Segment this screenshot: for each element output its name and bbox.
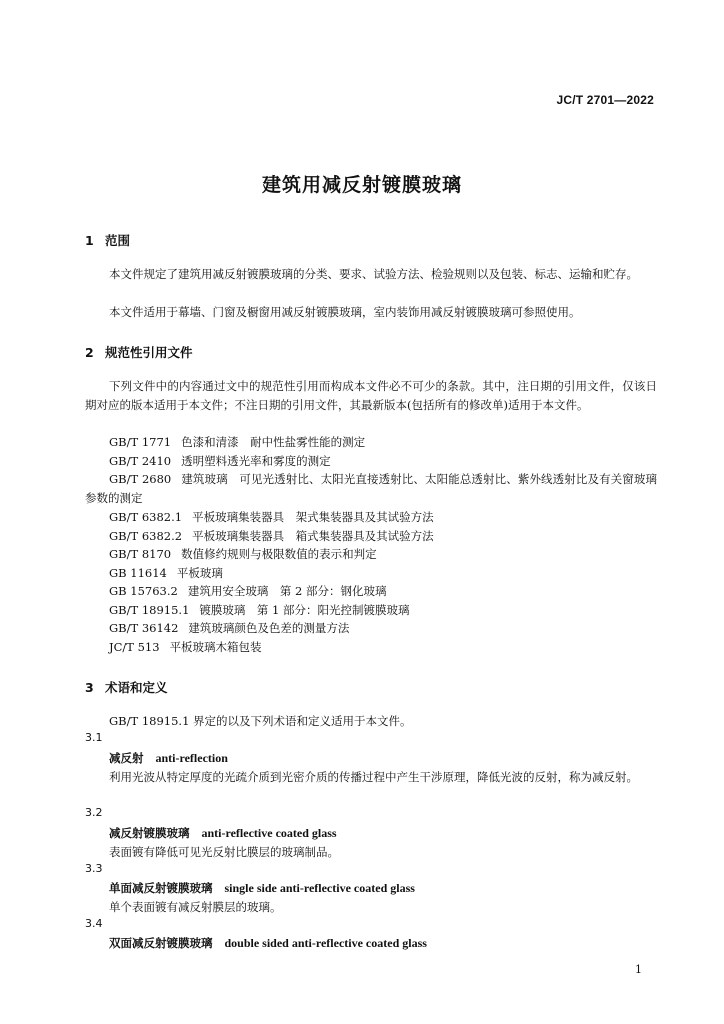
reference-item: [109, 545, 377, 564]
reference-item: [109, 527, 434, 546]
terms-intro: GB/T 18915.1 界定的以及下列术语和定义适用于本文件。: [109, 714, 412, 728]
reference-title: 色漆和清漆 耐中性盐雾性能的测定: [181, 435, 366, 449]
term-zh: 单面减反射镀膜玻璃: [109, 881, 213, 895]
term-en: anti-reflective coated glass: [201, 826, 337, 840]
reference-item: [109, 508, 434, 527]
reference-item: [109, 452, 331, 471]
reference-title: 数值修约规则与极限数值的表示和判定: [181, 547, 377, 561]
clause-number: 3.2: [85, 806, 103, 819]
term-heading: [109, 750, 228, 766]
reference-title: 建筑玻璃 可见光透射比、太阳光直接透射比、太阳能总透射比、紫外线透射比及有关窗玻璃参数的测定: [85, 472, 657, 505]
term-heading: [109, 880, 415, 896]
section-title: 范围: [105, 233, 131, 248]
standard-code: JC/T 2701—2022: [556, 93, 654, 107]
term-en: single side anti-reflective coated glass: [224, 881, 415, 895]
reference-title: 平板玻璃: [176, 566, 223, 580]
reference-title: 建筑用安全玻璃 第 2 部分：钢化玻璃: [187, 584, 387, 598]
section-3-heading: [85, 678, 168, 696]
term-definition: 利用光波从特定厚度的光疏介质到光密介质的传播过程中产生干涉原理，降低光波的反射，称为减反射。: [109, 770, 638, 784]
section-number: 2: [85, 345, 94, 360]
reference-code: GB/T 6382.2: [109, 529, 183, 543]
reference-code: GB/T 6382.1: [109, 510, 183, 524]
reference-item: [109, 638, 262, 657]
reference-item: [109, 619, 349, 638]
clause-number: 3.3: [85, 862, 103, 875]
term-zh: 双面减反射镀膜玻璃: [109, 936, 213, 950]
reference-code: GB/T 1771: [109, 435, 172, 449]
reference-code: GB 11614: [109, 566, 167, 580]
term-definition: 单个表面镀有减反射膜层的玻璃。: [109, 900, 282, 914]
term-definition: 表面镀有降低可见光反射比膜层的玻璃制品。: [109, 845, 339, 859]
reference-title: 平板玻璃木箱包装: [169, 640, 262, 654]
reference-code: GB/T 8170: [109, 547, 172, 561]
reference-code: GB/T 36142: [109, 621, 179, 635]
clause-number: 3.1: [85, 731, 103, 744]
section-number: 1: [85, 233, 94, 248]
reference-item: [109, 433, 365, 452]
section-number: 3: [85, 680, 94, 695]
document-title: 建筑用减反射镀膜玻璃: [261, 174, 462, 196]
references-intro: 下列文件中的内容通过文中的规范性引用而构成本文件必不可少的条款。其中，注日期的引用文件，仅该日期对应的版本适用于本文件；不注日期的引用文件，其最新版本(包括所有的修改单)适用于本文件。: [85, 379, 657, 412]
reference-item: [85, 470, 657, 507]
reference-item: [109, 582, 387, 601]
section-title: 规范性引用文件: [105, 345, 193, 360]
term-en: double sided anti-reflective coated glass: [224, 936, 427, 950]
clause-number: 3.4: [85, 917, 103, 930]
reference-code: JC/T 513: [109, 640, 160, 654]
reference-code: GB 15763.2: [109, 584, 178, 598]
reference-title: 平板玻璃集装器具 架式集装器具及其试验方法: [192, 510, 434, 524]
term-heading: [109, 935, 427, 951]
term-zh: 减反射镀膜玻璃: [109, 826, 190, 840]
reference-code: GB/T 2410: [109, 454, 172, 468]
page-number: 1: [635, 963, 642, 976]
term-heading: [109, 825, 337, 841]
reference-item: [109, 564, 223, 583]
section-1-heading: [85, 231, 130, 249]
section-2-heading: [85, 343, 193, 361]
term-en: anti-reflection: [155, 751, 228, 765]
reference-title: 建筑玻璃颜色及色差的测量方法: [188, 621, 350, 635]
reference-item: [109, 601, 410, 620]
reference-code: GB/T 18915.1: [109, 603, 190, 617]
reference-title: 透明塑料透光率和雾度的测定: [181, 454, 331, 468]
term-zh: 减反射: [109, 751, 144, 765]
reference-code: GB/T 2680: [109, 472, 172, 486]
section-title: 术语和定义: [105, 680, 168, 695]
reference-title: 镀膜玻璃 第 1 部分：阳光控制镀膜玻璃: [199, 603, 410, 617]
scope-paragraph-1: 本文件规定了建筑用减反射镀膜玻璃的分类、要求、试验方法、检验规则以及包装、标志、运输和贮存。: [109, 267, 638, 281]
scope-paragraph-2: 本文件适用于幕墙、门窗及橱窗用减反射镀膜玻璃，室内装饰用减反射镀膜玻璃可参照使用。: [109, 305, 581, 319]
reference-title: 平板玻璃集装器具 箱式集装器具及其试验方法: [192, 529, 434, 543]
